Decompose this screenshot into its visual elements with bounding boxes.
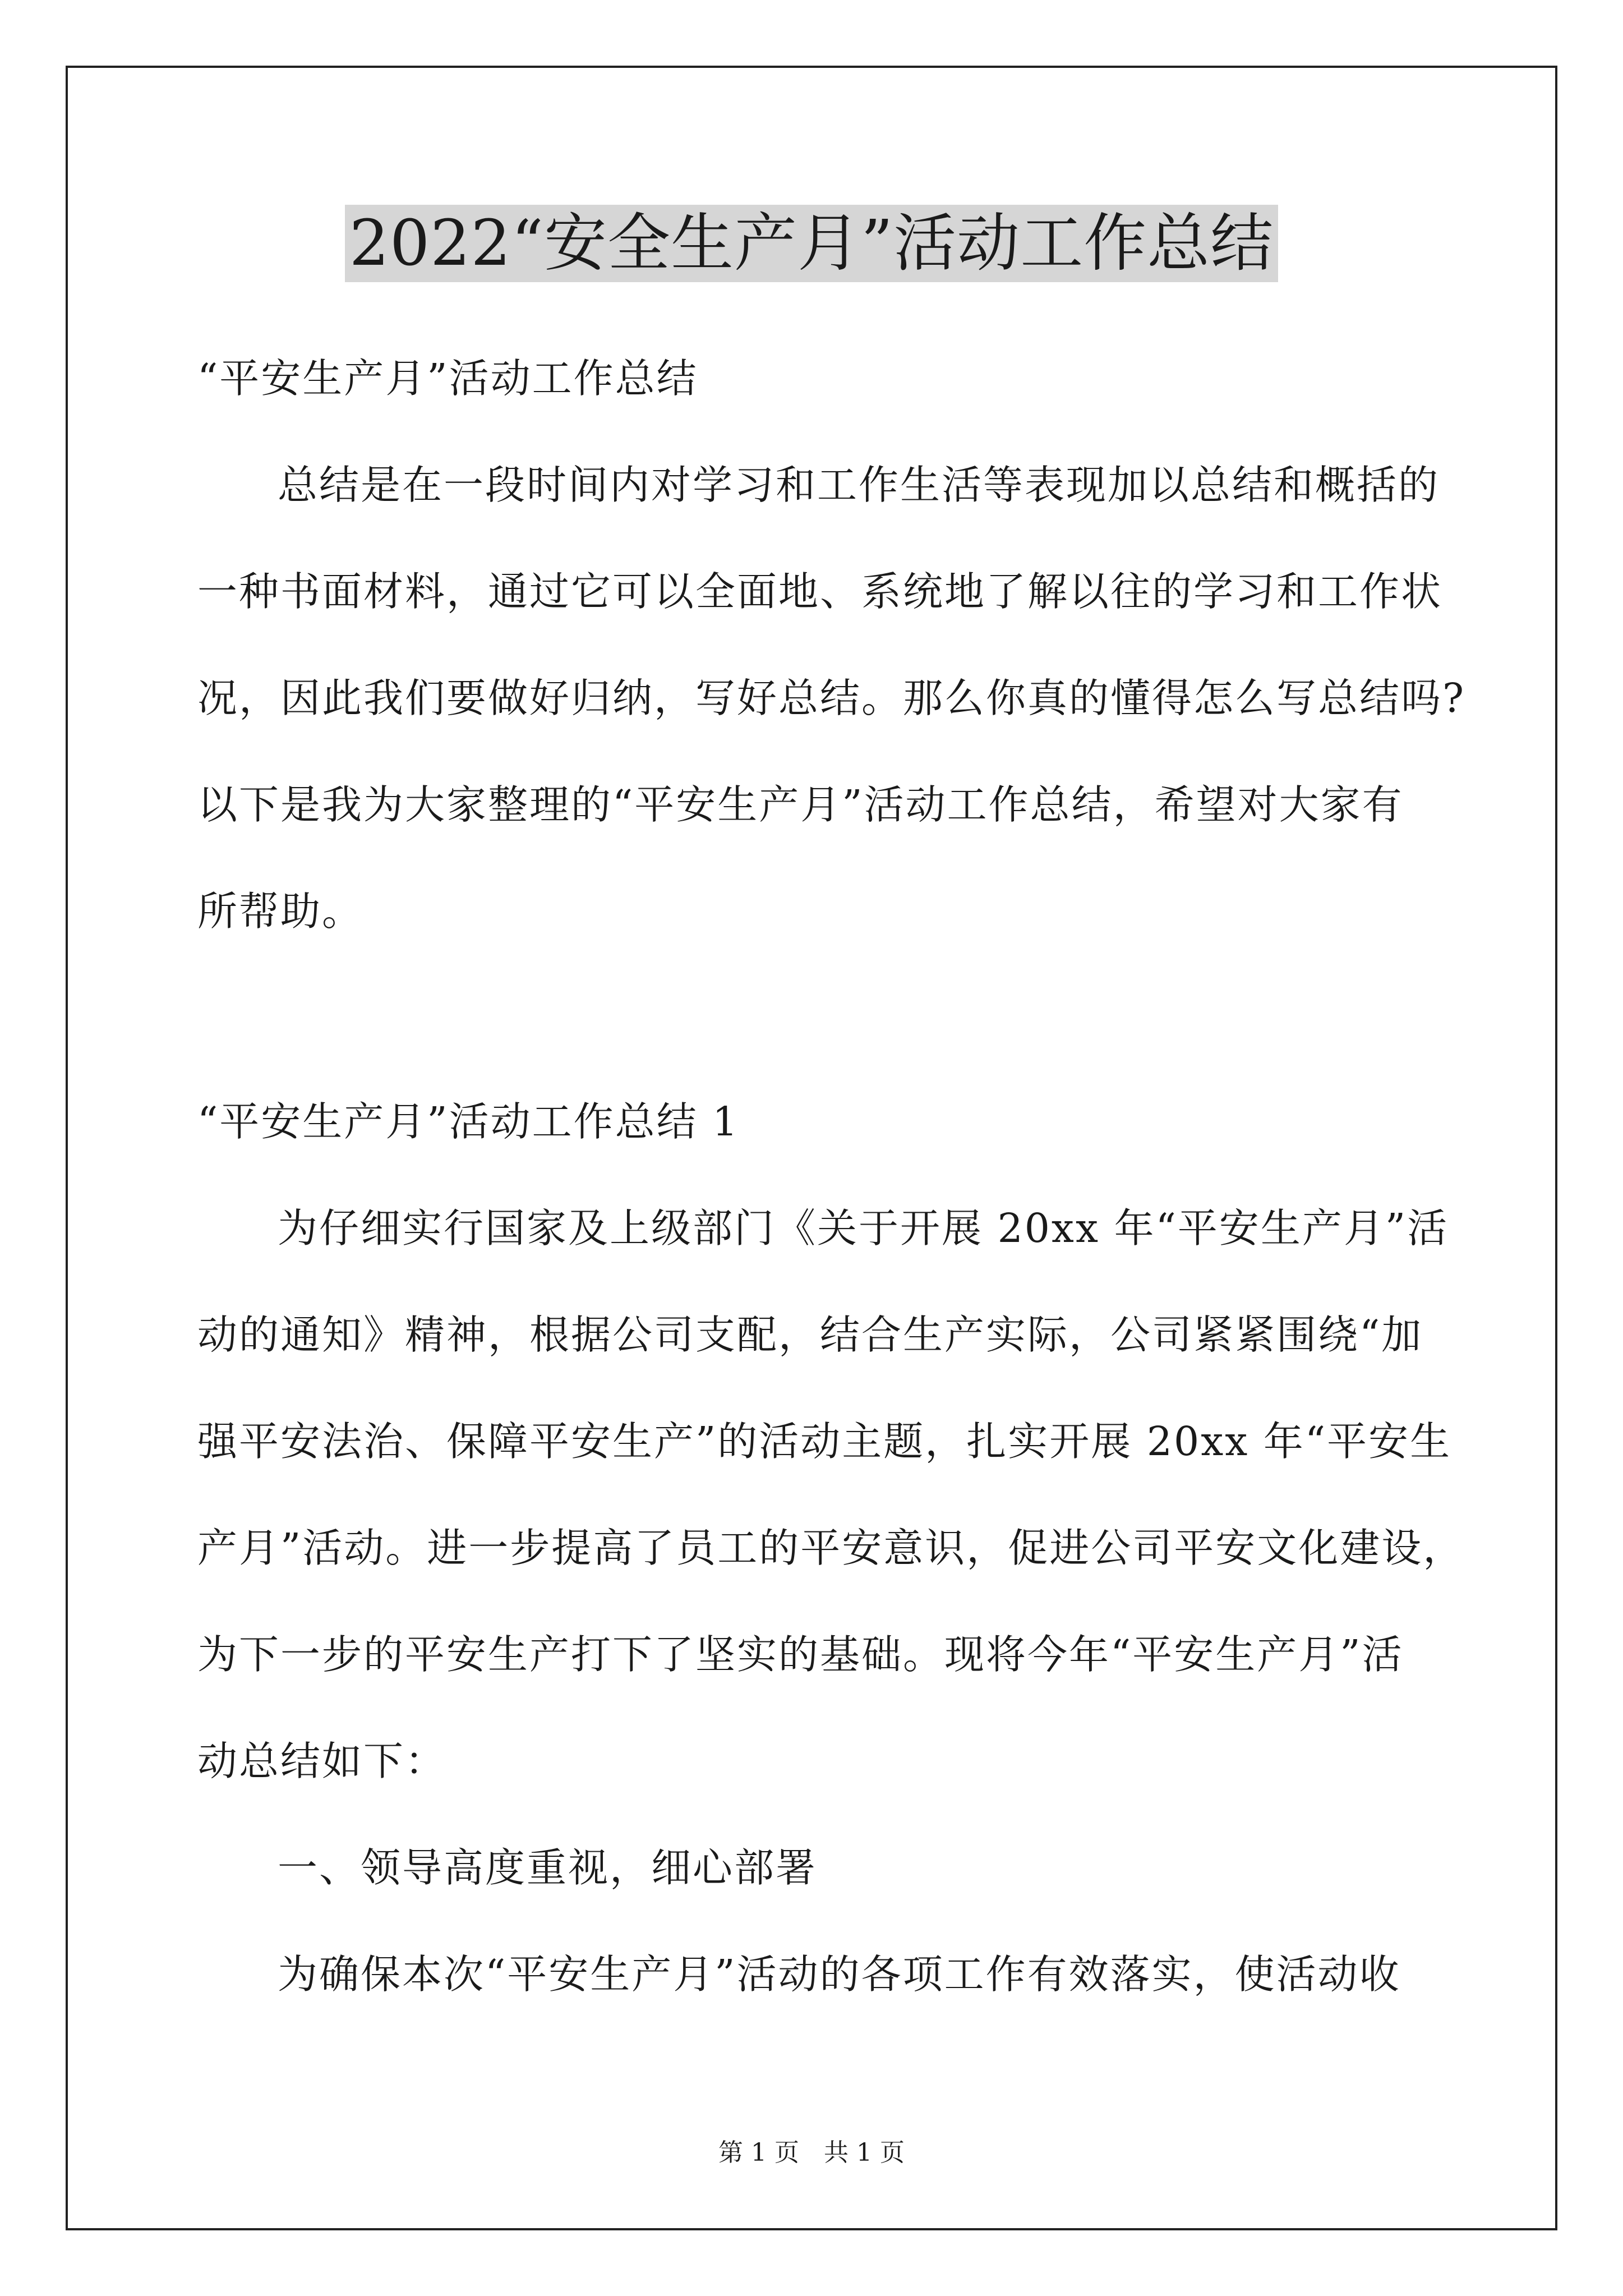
intro-line-3: 况，因此我们要做好归纳，写好总结。那么你真的懂得怎么写总结吗? bbox=[197, 675, 1466, 721]
section1-line-6: 动总结如下： bbox=[197, 1738, 447, 1784]
section1-line-5: 为下一步的平安生产打下了坚实的基础。现将今年“平安生产月”活 bbox=[197, 1631, 1404, 1678]
section1-line-1: 为仔细实行国家及上级部门《关于开展 20xx 年“平安生产月”活 bbox=[278, 1205, 1449, 1251]
point1-line-1: 为确保本次“平安生产月”活动的各项工作有效落实，使活动收 bbox=[278, 1951, 1401, 1998]
intro-line-5: 所帮助。 bbox=[197, 888, 364, 935]
document-title: 2022“安全生产月”活动工作总结 bbox=[345, 205, 1279, 282]
page-footer: 第 1 页 共 1 页 bbox=[718, 2138, 905, 2167]
section-heading-1: “平安生产月”活动工作总结 1 bbox=[197, 1098, 740, 1145]
section1-line-4: 产月”活动。进一步提高了员工的平安意识，促进公司平安文化建设， bbox=[197, 1525, 1465, 1571]
document-subtitle: “平安生产月”活动工作总结 bbox=[197, 355, 698, 402]
point-heading-1: 一、领导高度重视，细心部署 bbox=[278, 1844, 818, 1891]
section1-line-3: 强平安法治、保障平安生产”的活动主题，扎实开展 20xx 年“平安生 bbox=[197, 1418, 1452, 1465]
intro-line-4: 以下是我为大家整理的“平安生产月”活动工作总结，希望对大家有 bbox=[197, 781, 1404, 828]
section1-line-2: 动的通知》精神，根据公司支配，结合生产实际，公司紧紧围绕“加 bbox=[197, 1312, 1423, 1358]
title-container bbox=[0, 205, 1623, 282]
intro-line-1: 总结是在一段时间内对学习和工作生活等表现加以总结和概括的 bbox=[278, 462, 1440, 508]
intro-line-2: 一种书面材料，通过它可以全面地、系统地了解以往的学习和工作状 bbox=[197, 568, 1443, 615]
